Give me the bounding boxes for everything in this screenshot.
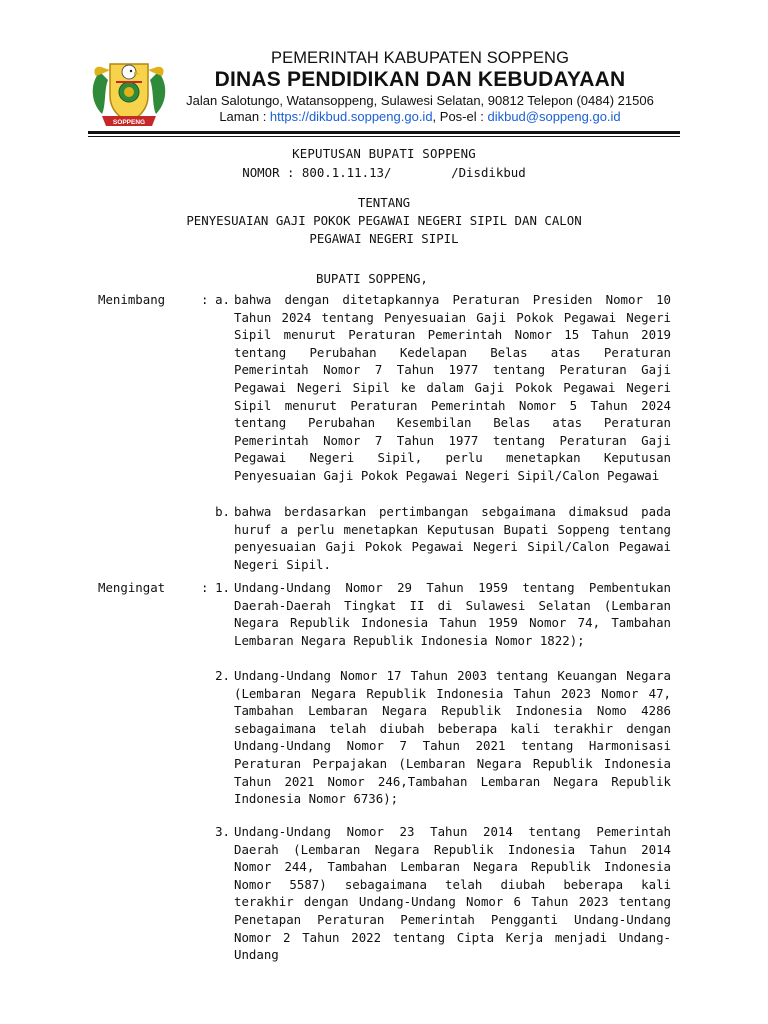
recalling-label: Mengingat: [98, 580, 166, 595]
letterhead-rule-thin: [88, 136, 680, 137]
email-label: , Pos-el :: [432, 109, 488, 124]
recalling-clause-1: Undang-Undang Nomor 29 Tahun 1959 tentang Pembentukan Daerah-Daerah Tingkat II di Sulawesi Selatan (Lembaran Negara Republik Indonesia Tahun 1959 Nomor 74, Tambahan Lembaran Negara Republik Indonesia Nomor 1822);: [234, 580, 671, 648]
decree-number: NOMOR : 800.1.11.13/ /Disdikbud: [242, 165, 526, 180]
considering-marker-a: a.: [215, 292, 230, 307]
recalling-clause-3: Undang-Undang Nomor 23 Tahun 2014 tentang Pemerintah Daerah (Lembaran Negara Republik Indonesia Tahun 2014 Nomor 244, Tambahan Lembaran Negara Republik Indonesia Nomor 5587) sebagaimana telah diubah beberapa kali terakhir dengan Undang-Undang Nomor 6 Tahun 2023 tentang Penetapan Peraturan Pemerintah Pengganti Undang-Undang Nomor 2 Tahun 2022 tentang Cipta Kerja menjadi Undang-Undang: [234, 824, 671, 963]
considering-clause-b: bahwa berdasarkan pertimbangan sebgaimana dimaksud pada huruf a perlu menetapkan Keputusan Bupati Soppeng tentang penyesuaian Gaji Pokok Pegawai Negeri Sipil/Calon Pegawai Negeri Sipil.: [234, 504, 671, 572]
about-label: TENTANG: [357, 195, 411, 210]
department-name: DINAS PENDIDIKAN DAN KEBUDAYAAN: [214, 68, 626, 91]
decree-subject-line-2: PEGAWAI NEGERI SIPIL: [309, 231, 459, 246]
contact-line: [160, 109, 680, 125]
considering-marker-b: b.: [215, 504, 230, 519]
letterhead-rule-thick: [88, 131, 680, 134]
recalling-marker-3: 3.: [215, 824, 230, 839]
office-address: Jalan Salotungo, Watansoppeng, Sulawesi Selatan, 90812 Telepon (0484) 21506: [186, 93, 654, 108]
recalling-colon: :: [201, 580, 209, 595]
email-link[interactable]: dikbud@soppeng.go.id: [487, 109, 621, 124]
decree-title: KEPUTUSAN BUPATI SOPPENG: [292, 146, 476, 161]
crest-ribbon-text: SOPPENG: [112, 119, 146, 126]
government-name: PEMERINTAH KABUPATEN SOPPENG: [270, 49, 570, 67]
website-link[interactable]: https://dikbud.soppeng.go.id: [269, 109, 433, 124]
issuer-heading: BUPATI SOPPENG,: [316, 271, 428, 286]
decree-subject-line-1: PENYESUAIAN GAJI POKOK PEGAWAI NEGERI SIPIL DAN CALON: [186, 213, 582, 228]
letterhead: [160, 48, 680, 125]
recalling-marker-2: 2.: [215, 668, 230, 683]
recalling-clause-2: Undang-Undang Nomor 17 Tahun 2003 tentang Keuangan Negara (Lembaran Negara Republik Indonesia Tahun 2023 Nomor 47, Tambahan Lembaran Negara Republik Indonesia Nomo 4286 sebagaimana telah diubah beberapa kali terakhir dengan Undang-Undang Nomor 7 Tahun 2021 tentang Harmonisasi Peraturan Perpajakan (Lembaran Negara Republik Indonesia Tahun 2021 Nomor 246,Tambahan Lembaran Negara Republik Indonesia Nomor 6736);: [234, 668, 671, 807]
considering-clause-a: bahwa dengan ditetapkannya Peraturan Presiden Nomor 10 Tahun 2024 tentang Penyesuaian Gaji Pokok Pegawai Negeri Sipil menurut Peraturan Pemerintah Nomor 15 Tahun 2019 tentang Perubahan Kedelapan Belas atas Peraturan Pemerintah Nomor 7 Tahun 1977 tentang Peraturan Gaji Pegawai Negeri Sipil ke dalam Gaji Pokok Pegawai Negeri Sipil menurut Peraturan Pemerintah Nomor 5 Tahun 2024 tentang Perubahan Kesembilan Belas atas Peraturan Pemerintah Nomor 7 Tahun 1977 tentang Peraturan Gaji Pegawai Negeri Sipil, perlu menetapkan Keputusan Penyesuaian Gaji Pokok Pegawai Negeri Sipil/Calon Pegawai: [234, 292, 671, 483]
recalling-marker-1: 1.: [215, 580, 230, 595]
considering-colon: :: [201, 292, 209, 307]
website-label: Laman :: [219, 109, 270, 124]
considering-label: Menimbang: [98, 292, 166, 307]
